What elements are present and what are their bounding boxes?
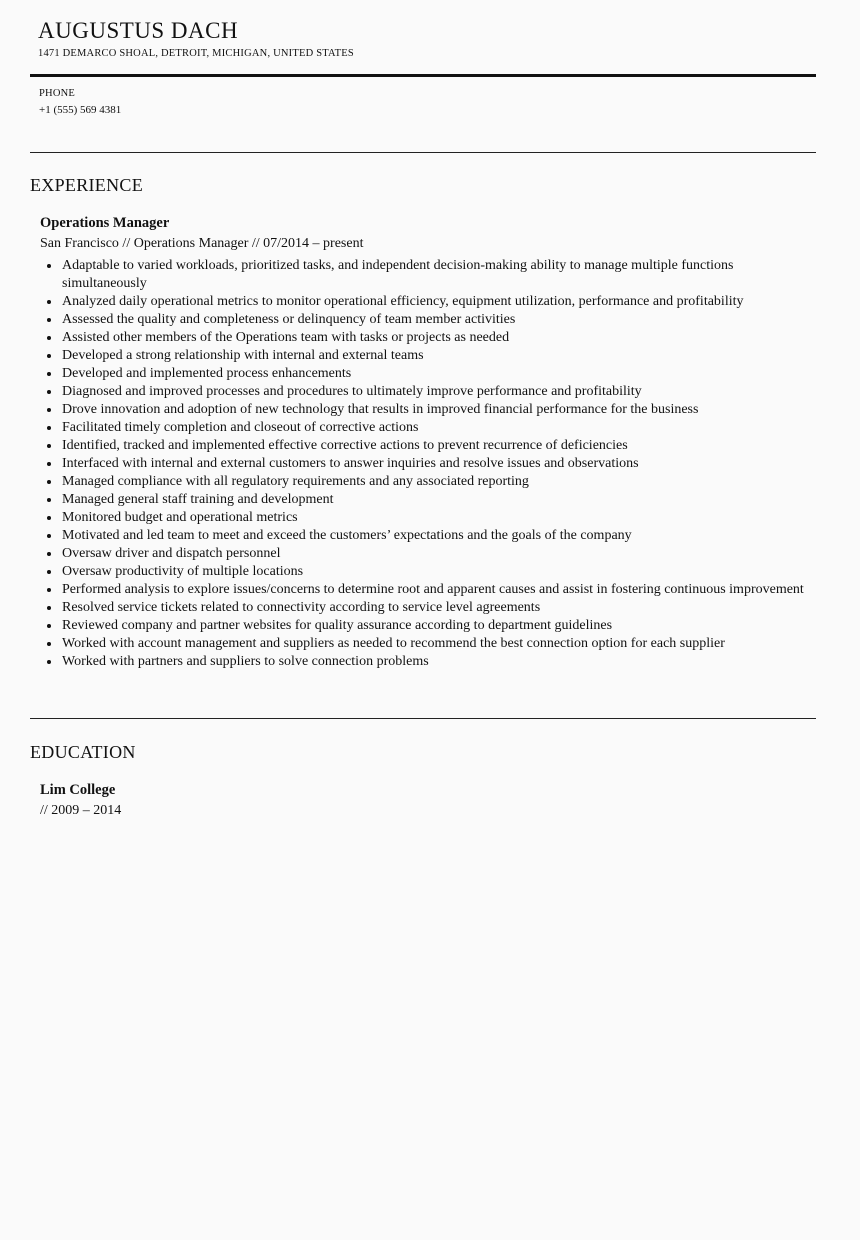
experience-bullet-list	[40, 257, 816, 671]
list-item: Worked with partners and suppliers to solve connection problems	[40, 653, 816, 671]
list-item: Resolved service tickets related to connectivity according to service level agreements	[40, 599, 816, 617]
list-item: Performed analysis to explore issues/concerns to determine root and apparent causes and assist in fostering continuous improvement	[40, 581, 816, 599]
experience-heading: EXPERIENCE	[30, 175, 143, 195]
list-item: Motivated and led team to meet and exceed the customers’ expectations and the goals of the company	[40, 527, 816, 545]
list-item: Oversaw productivity of multiple locations	[40, 563, 816, 581]
education-years: // 2009 – 2014	[40, 803, 122, 818]
list-item: Adaptable to varied workloads, prioritized tasks, and independent decision-making ability to manage multiple functions simultaneously	[40, 257, 816, 293]
list-item: Managed compliance with all regulatory requirements and any associated reporting	[40, 473, 816, 491]
contact-divider	[30, 152, 816, 153]
job-title: Operations Manager	[40, 215, 170, 231]
list-item: Identified, tracked and implemented effective corrective actions to prevent recurrence of deficiencies	[40, 437, 816, 455]
experience-divider	[30, 718, 816, 719]
list-item: Diagnosed and improved processes and procedures to ultimately improve performance and profitability	[40, 383, 816, 401]
list-item: Assessed the quality and completeness or delinquency of team member activities	[40, 311, 816, 329]
school-name: Lim College	[40, 782, 116, 798]
list-item: Oversaw driver and dispatch personnel	[40, 545, 816, 563]
list-item: Facilitated timely completion and closeout of corrective actions	[40, 419, 816, 437]
phone-value: +1 (555) 569 4381	[39, 104, 122, 116]
list-item: Assisted other members of the Operations team with tasks or projects as needed	[40, 329, 816, 347]
list-item: Developed and implemented process enhancements	[40, 365, 816, 383]
list-item: Reviewed company and partner websites for quality assurance according to department guidelines	[40, 617, 816, 635]
phone-label: PHONE	[39, 88, 76, 99]
candidate-name: AUGUSTUS DACH	[38, 18, 239, 43]
list-item: Drove innovation and adoption of new technology that results in improved financial performance for the business	[40, 401, 816, 419]
list-item: Monitored budget and operational metrics	[40, 509, 816, 527]
candidate-address: 1471 DEMARCO SHOAL, DETROIT, MICHIGAN, UNITED STATES	[38, 48, 354, 59]
header-divider	[30, 74, 816, 77]
list-item: Managed general staff training and development	[40, 491, 816, 509]
list-item: Interfaced with internal and external customers to answer inquiries and resolve issues and observations	[40, 455, 816, 473]
list-item: Analyzed daily operational metrics to monitor operational efficiency, equipment utilization, performance and profitability	[40, 293, 816, 311]
list-item: Worked with account management and suppliers as needed to recommend the best connection option for each supplier	[40, 635, 816, 653]
job-meta: San Francisco // Operations Manager // 07/2014 – present	[40, 236, 364, 251]
list-item: Developed a strong relationship with internal and external teams	[40, 347, 816, 365]
education-heading: EDUCATION	[30, 742, 136, 762]
